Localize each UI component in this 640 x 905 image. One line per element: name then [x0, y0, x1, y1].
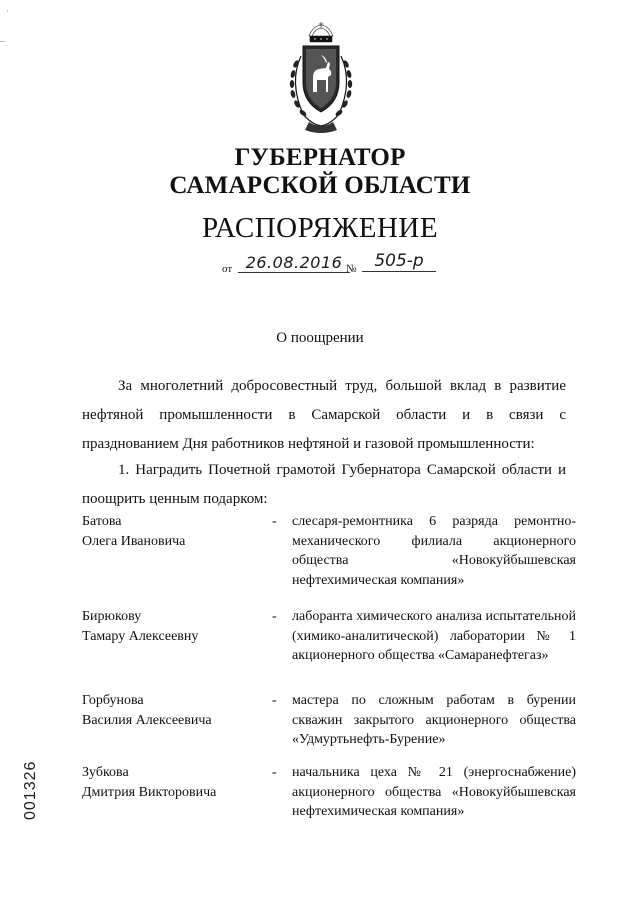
recipient-surname: Зубкова: [82, 765, 129, 780]
preamble-paragraph: За многолетний добросовестный труд, большой вклад в развитие нефтяной промышленности в Самарской области и в связи с празднованием Дня работников нефтяной и газовой промышленности:: [82, 378, 566, 452]
recipient-name: [82, 607, 262, 646]
recipient-dash: -: [272, 693, 277, 708]
recipient-dash: -: [272, 765, 277, 780]
recipient-dash: -: [272, 609, 277, 624]
recipient-surname: Горбунова: [82, 693, 144, 708]
recipient-row: [82, 763, 576, 823]
scan-tick: –: [0, 36, 5, 47]
issuer-title-line-1: ГУБЕРНАТОР: [234, 144, 406, 171]
recipient-given-name: Василия Алексеевича: [82, 712, 212, 728]
recipient-row: [82, 691, 576, 763]
date-number-row: [212, 251, 452, 279]
document-type-heading: РАСПОРЯЖЕНИЕ: [201, 212, 439, 244]
date-label: от: [222, 263, 233, 275]
recipient-position: лаборанта химического анализа испытательной (химико-аналитической) лаборатории № 1 акционерного общества «Самаранефтегаз»: [292, 609, 576, 663]
recipient-position: слесаря-ремонтника 6 разряда ремонтно-механического филиала акционерного общества «Новокуйбышевская нефтехимическая компания»: [292, 514, 576, 588]
recipient-row: [82, 607, 576, 691]
recipient-surname: Бирюкову: [82, 609, 142, 624]
issuer-title-line-2: САМАРСКОЙ ОБЛАСТИ: [169, 172, 471, 199]
recipient-dash: -: [272, 514, 277, 529]
recipient-list: [82, 512, 576, 823]
recipient-name: [82, 763, 262, 802]
clause-1-paragraph: 1. Наградить Почетной грамотой Губернатора Самарской области и поощрить ценным подарком:: [82, 462, 566, 507]
handwritten-number: 505-р: [362, 251, 436, 272]
recipient-given-name: Дмитрия Викторовича: [82, 784, 217, 800]
recipient-given-name: Олега Ивановича: [82, 533, 186, 549]
recipient-given-name: Тамару Алексеевну: [82, 628, 199, 644]
number-label: №: [346, 263, 357, 275]
document-subject: О поощрении: [276, 330, 364, 346]
recipient-position: начальника цеха № 21 (энергоснабжение) акционерного общества «Новокуйбышевская нефтехимическая компания»: [292, 765, 576, 819]
recipient-surname: Батова: [82, 514, 122, 529]
recipient-name: [82, 691, 262, 730]
scan-mark: ·: [6, 6, 9, 16]
coat-of-arms-emblem: [279, 22, 363, 134]
handwritten-date: 26.08.2016: [238, 253, 350, 273]
registration-number-vertical: 001326: [22, 760, 39, 820]
recipient-position: мастера по сложным работам в бурении скважин закрытого акционерного общества «Удмуртьнефть-Бурение»: [292, 693, 576, 747]
recipient-row: [82, 512, 576, 607]
recipient-name: [82, 512, 262, 551]
